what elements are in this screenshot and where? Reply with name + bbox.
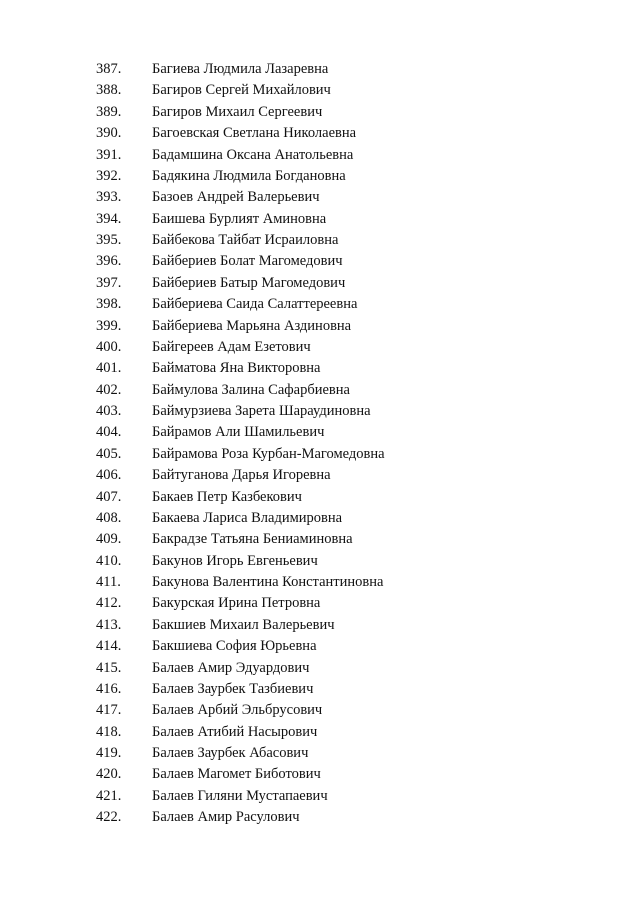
list-item xyxy=(96,380,385,401)
entry-number: 406. xyxy=(96,467,122,484)
entry-number: 402. xyxy=(96,381,122,398)
list-item xyxy=(96,166,385,187)
entry-number: 394. xyxy=(96,210,122,227)
entry-name: Багоевская Светлана Николаевна xyxy=(152,125,357,142)
list-item xyxy=(96,102,385,123)
list-item xyxy=(96,294,385,315)
entry-number: 421. xyxy=(96,787,122,804)
list-item xyxy=(96,786,385,807)
entry-number: 412. xyxy=(96,595,122,612)
entry-number: 420. xyxy=(96,766,122,783)
list-item xyxy=(96,209,385,230)
list-item xyxy=(96,187,385,208)
list-item xyxy=(96,764,385,785)
entry-name: Балаев Заурбек Тазбиевич xyxy=(152,680,314,697)
list-item xyxy=(96,593,385,614)
entry-number: 411. xyxy=(96,574,121,590)
entry-name: Бакунов Игорь Евгеньевич xyxy=(152,552,318,569)
list-item xyxy=(96,508,385,529)
entry-name: Байматова Яна Викторовна xyxy=(152,360,321,377)
list-item xyxy=(96,465,385,486)
list-item xyxy=(96,273,385,294)
list-item xyxy=(96,358,385,379)
entry-number: 396. xyxy=(96,253,122,270)
entry-name: Балаев Атибий Насырович xyxy=(152,723,318,740)
entry-number: 391. xyxy=(96,146,122,163)
list-item xyxy=(96,422,385,443)
list-item xyxy=(96,444,385,465)
entry-name: Баймурзиева Зарета Шараудиновна xyxy=(152,403,371,419)
entry-number: 422. xyxy=(96,809,122,826)
entry-number: 408. xyxy=(96,509,122,526)
entry-number: 395. xyxy=(96,232,122,248)
entry-name: Бакшиев Михаил Валерьевич xyxy=(152,616,335,633)
entry-name: Бакаев Петр Казбекович xyxy=(152,488,302,505)
list-item xyxy=(96,807,385,828)
list-item xyxy=(96,722,385,743)
entry-name: Бакаева Лариса Владимировна xyxy=(152,509,343,526)
entry-number: 399. xyxy=(96,317,122,334)
entry-name: Байгереев Адам Езетович xyxy=(152,338,311,355)
entry-name: Багиров Сергей Михайлович xyxy=(152,82,331,99)
entry-name: Байбериев Батыр Магомедович xyxy=(152,274,346,291)
entry-name: Байтуганова Дарья Игоревна xyxy=(152,467,331,484)
list-item xyxy=(96,636,385,657)
list-item xyxy=(96,700,385,721)
entry-number: 393. xyxy=(96,189,122,206)
entry-number: 417. xyxy=(96,702,122,719)
entry-name: Байбериева Саида Салаттереевна xyxy=(152,296,358,313)
entry-name: Багиров Михаил Сергеевич xyxy=(152,103,323,120)
entry-number: 416. xyxy=(96,680,122,697)
entry-number: 388. xyxy=(96,82,122,99)
entry-number: 404. xyxy=(96,424,122,441)
entry-number: 409. xyxy=(96,531,122,548)
entry-number: 401. xyxy=(96,360,122,377)
entry-number: 413. xyxy=(96,616,122,633)
entry-name: Бадякина Людмила Богдановна xyxy=(152,167,346,184)
list-item xyxy=(96,529,385,550)
entry-number: 410. xyxy=(96,552,122,569)
entry-number: 390. xyxy=(96,125,122,142)
entry-number: 392. xyxy=(96,167,122,184)
entry-number: 400. xyxy=(96,338,122,355)
entry-name: Балаев Арбий Эльбрусович xyxy=(152,702,323,719)
entry-name: Балаев Амир Расулович xyxy=(152,809,300,826)
list-item xyxy=(96,401,385,422)
entry-number: 398. xyxy=(96,296,122,313)
entry-number: 418. xyxy=(96,723,122,740)
entry-name: Бадамшина Оксана Анатольевна xyxy=(152,146,354,163)
entry-name: Бакшиева София Юрьевна xyxy=(152,638,317,655)
entry-name: Бакурская Ирина Петровна xyxy=(152,595,321,612)
list-item xyxy=(96,230,385,251)
list-item xyxy=(96,145,385,166)
entry-number: 415. xyxy=(96,659,122,676)
list-item xyxy=(96,551,385,572)
entry-number: 419. xyxy=(96,745,122,761)
list-item xyxy=(96,316,385,337)
list-item xyxy=(96,123,385,144)
list-item xyxy=(96,615,385,636)
entry-name: Балаев Гиляни Мустапаевич xyxy=(152,787,328,804)
entry-name: Байрамова Роза Курбан-Магомедовна xyxy=(152,445,385,462)
list-item xyxy=(96,679,385,700)
list-item xyxy=(96,487,385,508)
entry-name: Байбекова Тайбат Исраиловна xyxy=(152,232,339,248)
entry-number: 403. xyxy=(96,403,122,419)
list-item xyxy=(96,80,385,101)
list-item xyxy=(96,337,385,358)
entry-name: Байрамов Али Шамильевич xyxy=(152,424,325,441)
entry-number: 389. xyxy=(96,103,122,120)
list-item xyxy=(96,572,385,593)
entry-name: Баишева Бурлият Аминовна xyxy=(152,210,327,227)
entry-name: Балаев Магомет Биботович xyxy=(152,766,321,783)
entry-number: 414. xyxy=(96,638,122,655)
entry-name: Байбериева Марьяна Аздиновна xyxy=(152,317,352,334)
list-item xyxy=(96,743,385,764)
entry-name: Балаев Заурбек Абасович xyxy=(152,745,309,761)
entry-name: Бакунова Валентина Константиновна xyxy=(152,574,384,590)
entry-number: 397. xyxy=(96,274,122,291)
entry-name: Балаев Амир Эдуардович xyxy=(152,659,310,676)
entry-number: 387. xyxy=(96,61,122,77)
list-item xyxy=(96,59,385,80)
entry-name: Байбериев Болат Магомедович xyxy=(152,253,343,270)
name-list xyxy=(96,59,385,829)
list-item xyxy=(96,658,385,679)
entry-number: 407. xyxy=(96,488,122,505)
list-item xyxy=(96,251,385,272)
entry-name: Багиева Людмила Лазаревна xyxy=(152,61,329,77)
entry-name: Базоев Андрей Валерьевич xyxy=(152,189,320,206)
entry-name: Бакрадзе Татьяна Бениаминовна xyxy=(152,531,353,548)
entry-name: Баймулова Залина Сафарбиевна xyxy=(152,381,350,398)
entry-number: 405. xyxy=(96,445,122,462)
